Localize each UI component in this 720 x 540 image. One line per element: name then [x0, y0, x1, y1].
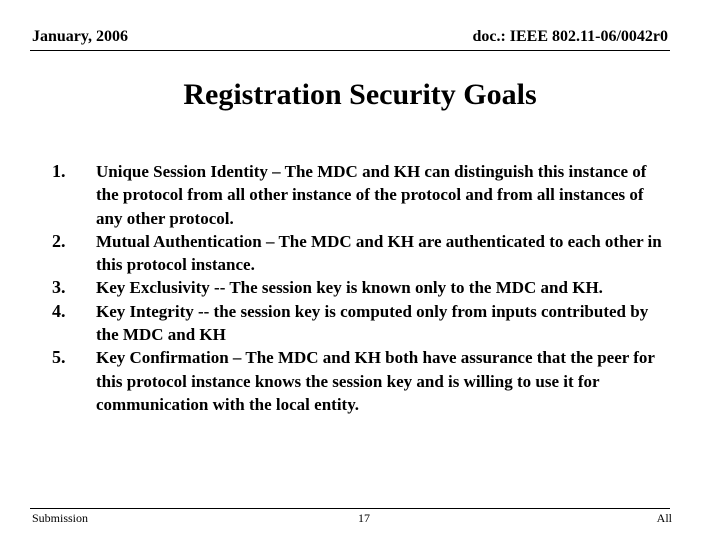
- security-goals-list: [52, 160, 662, 416]
- list-item: [52, 230, 662, 277]
- list-item-number: 2.: [52, 230, 66, 251]
- list-item-number: 5.: [52, 347, 66, 368]
- list-item-text: Key Exclusivity -- The session key is known only to the MDC and KH.: [96, 278, 603, 298]
- footer-all: All: [656, 511, 672, 525]
- list-item: [52, 300, 662, 347]
- list-item-text: Key Confirmation – The MDC and KH both have assurance that the peer for this protocol instance knows the session key and is willing to use it for communication with the local entity.: [96, 348, 655, 414]
- list-item-number: 4.: [52, 300, 66, 321]
- list-item: [52, 276, 662, 299]
- header-date: January, 2006: [32, 28, 129, 45]
- list-item-number: 1.: [52, 161, 66, 181]
- list-item: [52, 160, 662, 230]
- header-doc-id: doc.: IEEE 802.11-06/0042r0: [472, 28, 668, 45]
- list-item: [52, 346, 662, 416]
- list-item-text: Mutual Authentication – The MDC and KH are authenticated to each other in this protocol instance.: [96, 231, 662, 275]
- footer-page-number: 17: [358, 511, 370, 525]
- list-item-text: Key Integrity -- the session key is computed only from inputs contributed by the MDC and KH: [96, 301, 649, 345]
- footer-divider: [30, 508, 670, 509]
- slide-title: Registration Security Goals: [183, 78, 537, 111]
- list-item-text: Unique Session Identity – The MDC and KH can distinguish this instance of the protocol from all other instance of the protocol and from all instances of any other protocol.: [96, 162, 647, 228]
- list-item-number: 3.: [52, 277, 66, 298]
- header-divider: [30, 50, 670, 51]
- footer-submission: Submission: [32, 511, 89, 525]
